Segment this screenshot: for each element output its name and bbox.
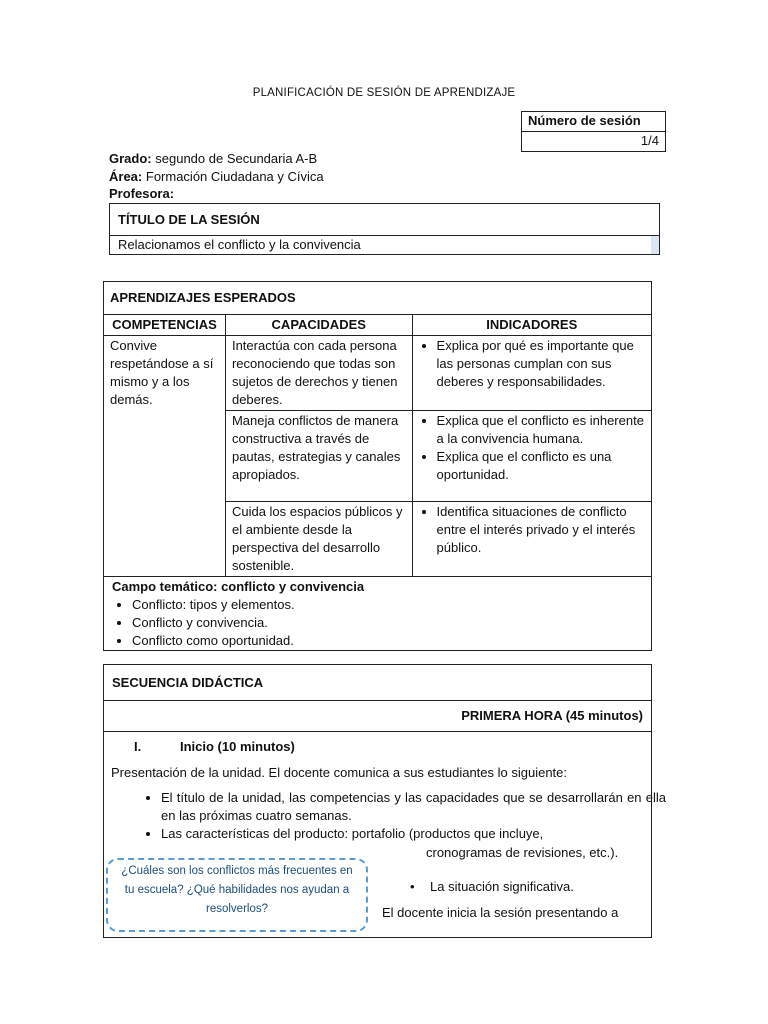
bullet-icon: • bbox=[410, 879, 415, 894]
question-callout bbox=[106, 858, 368, 932]
document-title: PLANIFICACIÓN DE SESIÓN DE APRENDIZAJE bbox=[252, 87, 516, 99]
indicador-item: • Identifica situaciones de conflicto entre el interés privado y el interés público. bbox=[437, 503, 645, 557]
session-number-box bbox=[521, 111, 666, 152]
campo-tematico-title: Campo temático: conflicto y convivencia bbox=[112, 579, 365, 594]
session-title-box bbox=[109, 203, 660, 255]
capacidad-cell: Interactúa con cada persona reconociendo que todas son sujetos de derechos y tienen deberes. bbox=[225, 336, 412, 411]
inicio-heading bbox=[134, 739, 295, 754]
campo-tematico-cell bbox=[104, 577, 652, 651]
competencia-cell: Convive respetándose a sí mismo y a los demás. bbox=[104, 336, 226, 577]
secuencia-didactica-box bbox=[103, 664, 666, 938]
secuencia-header: SECUENCIA DIDÁCTICA bbox=[104, 665, 651, 701]
area-label: Área: bbox=[109, 168, 143, 184]
indicadores-cell bbox=[412, 502, 651, 577]
column-header-capacidades: CAPACIDADES bbox=[225, 315, 412, 336]
grado-value: segundo de Secundaria A-B bbox=[155, 151, 318, 166]
campo-tematico-item: • Conflicto: tipos y elementos. bbox=[132, 596, 649, 614]
inicio-number: I. bbox=[134, 739, 142, 754]
indicador-item: • Explica que el conflicto es inherente a la convivencia humana. bbox=[437, 412, 645, 448]
capacidad-cell: Maneja conflictos de manera constructiva a través de pautas, estrategias y canales apropiados. bbox=[225, 411, 412, 502]
session-title-label: TÍTULO DE LA SESIÓN bbox=[110, 204, 659, 236]
unidad-list-item: • Las características del producto: portafolio (productos que incluye, bbox=[161, 825, 666, 843]
campo-tematico-item: • Conflicto como oportunidad. bbox=[132, 632, 649, 650]
intro-paragraph: Presentación de la unidad. El docente comunica a sus estudiantes lo siguiente: bbox=[111, 765, 568, 780]
docente-paragraph: El docente inicia la sesión presentando a bbox=[382, 905, 619, 920]
callout-text: ¿Cuáles son los conflictos más frecuentes en tu escuela? ¿Qué habilidades nos ayudan a resolverlos? bbox=[121, 865, 353, 915]
primera-hora-label: PRIMERA HORA (45 minutos) bbox=[104, 701, 651, 732]
area-value: Formación Ciudadana y Cívica bbox=[145, 168, 324, 184]
session-number-value: 1/4 bbox=[640, 133, 659, 148]
unidad-list bbox=[137, 789, 666, 843]
indicador-item: • Explica por qué es importante que las personas cumplan con sus deberes y responsabilidades. bbox=[437, 337, 645, 391]
session-meta bbox=[109, 150, 324, 203]
column-header-competencias: COMPETENCIAS bbox=[104, 315, 226, 336]
indicadores-cell bbox=[412, 411, 651, 502]
profesora-label: Profesora: bbox=[109, 186, 175, 201]
aprendizajes-header: APRENDIZAJES ESPERADOS bbox=[104, 282, 652, 315]
list-continuation: cronogramas de revisiones, etc.). bbox=[426, 845, 619, 860]
campo-tematico-item: • Conflicto y convivencia. bbox=[132, 614, 649, 632]
column-header-indicadores: INDICADORES bbox=[412, 315, 651, 336]
situacion-item bbox=[410, 879, 574, 894]
inicio-title: Inicio (10 minutos) bbox=[180, 739, 295, 754]
indicadores-cell bbox=[412, 336, 651, 411]
session-number-label: Número de sesión bbox=[522, 112, 665, 132]
capacidad-cell: Cuida los espacios públicos y el ambiente desde la perspectiva del desarrollo sostenible. bbox=[225, 502, 412, 577]
grado-label: Grado: bbox=[109, 151, 152, 166]
indicador-item: • Explica que el conflicto es una oportunidad. bbox=[437, 448, 645, 484]
unidad-list-item: • El título de la unidad, las competencias y las capacidades que se desarrollarán en ella en las próximas cuatro semanas. bbox=[161, 789, 666, 825]
aprendizajes-table bbox=[103, 281, 652, 651]
situacion-text: La situación significativa. bbox=[430, 879, 574, 894]
session-title-value: Relacionamos el conflicto y la convivencia bbox=[110, 236, 659, 254]
